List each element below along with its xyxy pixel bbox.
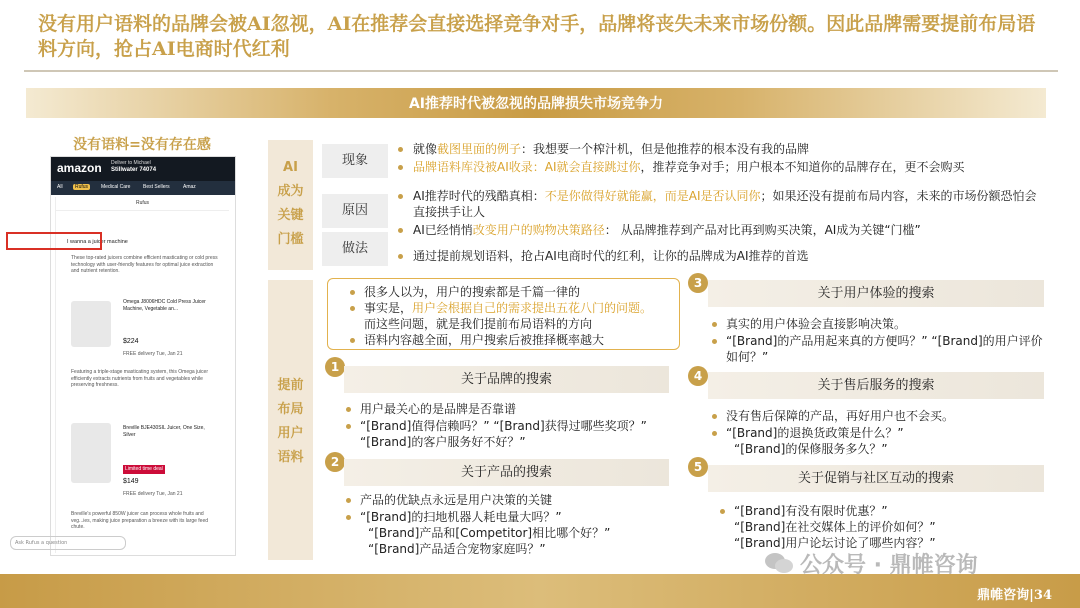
product-1-delivery: FREE delivery Tue, Jan 21 xyxy=(123,351,183,357)
screenshot-caption: 没有语料=没有存在感 xyxy=(73,137,211,153)
rufus-query: I wanna a juicer machine xyxy=(67,239,128,245)
card-1-number: 1 xyxy=(325,357,345,377)
bullet-dot xyxy=(350,306,355,311)
layout-label-3: 用户 xyxy=(277,426,304,441)
card-1-line-2: “[Brand]值得信赖吗？” “[Brand]获得过哪些奖项？” “[Brand]的客户服务好不好？” xyxy=(360,419,647,449)
page-number: 鼎帷咨询|34 xyxy=(977,588,1052,603)
product-2-name: Breville BJE430SIL Juicer, One Size, Silver xyxy=(123,425,205,438)
watermark: 公众号 · 鼎帷咨询 xyxy=(800,553,978,578)
nav-rufus: Rufus xyxy=(75,184,89,190)
ai-label-1: AI xyxy=(283,160,298,175)
card-1-title: 关于品牌的搜索 xyxy=(344,366,669,393)
card-3-number: 3 xyxy=(688,273,708,293)
bullet-dot xyxy=(398,147,403,152)
card-4-line-2: “[Brand]的退换货政策是什么？” xyxy=(726,426,904,440)
bullet-dot xyxy=(346,407,351,412)
section-banner xyxy=(26,88,1046,118)
ai-label-3: 关键 xyxy=(277,208,304,223)
row-label-reason: 原因 xyxy=(322,194,388,228)
card-2-title: 关于产品的搜索 xyxy=(344,459,669,486)
card-4-line-1: 没有售后保障的产品，再好用户也不会买。 xyxy=(726,409,955,423)
page-title: 没有用户语料的品牌会被AI忽视，AI在推荐会直接选择竞争对手，品牌将丧失未来市场份额。因此品牌需要提前布局语料方向，抢占AI电商时代红利 xyxy=(38,13,1036,60)
card-4-title: 关于售后服务的搜索 xyxy=(708,372,1044,399)
amazon-rufus-screenshot xyxy=(50,156,236,556)
rufus-title: Rufus xyxy=(56,197,229,211)
card-4-line-3: “[Brand]的保修服务多久？” xyxy=(734,442,888,456)
bullet-dot xyxy=(346,498,351,503)
card-5-line-1: “[Brand]有没有限时优惠？” xyxy=(734,504,888,518)
card-2-number: 2 xyxy=(325,452,345,472)
layout-label-4: 语料 xyxy=(277,450,304,465)
intro-point-3: 语料内容越全面，用户搜索后被推择概率越大 xyxy=(364,333,605,347)
card-3-line-1: 真实的用户体验会直接影响决策。 xyxy=(726,317,907,331)
banner-text: AI推荐时代被忽视的品牌损失市场竞争力 xyxy=(408,96,664,112)
bullet-dot xyxy=(350,338,355,343)
card-3-title: 关于用户体验的搜索 xyxy=(708,280,1044,307)
row-label-phenomenon: 现象 xyxy=(322,144,388,178)
card-2-line-3: “[Brand]产品和[Competitor]相比哪个好？” xyxy=(368,526,611,540)
bullet-dot xyxy=(712,339,717,344)
bullet-dot xyxy=(398,254,403,259)
rufus-intro: These top-rated juicers combine efficient masticating or cold press technology with user-friendly features for optimal juice extraction and nutrient retention. xyxy=(71,255,218,274)
card-1-line-1: 用户最关心的是品牌是否靠谱 xyxy=(360,402,517,416)
phenomenon-1: 就像截图里面的例子：我想要一个榨汁机，但是他推荐的根本没有我的品牌 xyxy=(413,142,810,156)
bullet-dot xyxy=(712,431,717,436)
deal-badge: Limited time deal xyxy=(125,466,163,472)
product-2-price: $149 xyxy=(123,478,139,485)
bullet-dot xyxy=(720,509,725,514)
ai-label-4: 门槛 xyxy=(277,232,304,247)
amazon-logo: amazon xyxy=(57,161,102,175)
ask-rufus-input: Ask Rufus a question xyxy=(10,536,126,550)
layout-label-1: 提前 xyxy=(277,378,304,393)
nav-medical: Medical Care xyxy=(101,184,131,190)
footer-bar xyxy=(0,574,1080,608)
product-1-price: $224 xyxy=(123,338,139,345)
phenomenon-2: 品牌语料库没被AI收录：AI就会直接跳过你，推荐竞争对手；用户根本不知道你的品牌存在，更不会购买 xyxy=(413,160,965,174)
card-5-title: 关于促销与社区互动的搜索 xyxy=(708,465,1044,492)
product-image xyxy=(71,301,111,347)
bullet-dot xyxy=(346,424,351,429)
product-1-name: Omega J8006HDC Cold Press Juicer Machine, Vegetable an... xyxy=(123,299,206,312)
card-2-line-2: “[Brand]的扫地机器人耗电量大吗？” xyxy=(360,510,562,524)
card-4-number: 4 xyxy=(688,366,708,386)
nav-amaz: Amaz xyxy=(183,184,196,190)
product-1-note: Featuring a triple-stage masticating system, this Omega juicer efficiently extracts nutrients from fruits and vegetables while preserving freshness. xyxy=(71,369,208,388)
bullet-dot xyxy=(398,165,403,170)
product-image xyxy=(71,423,111,483)
wechat-icon xyxy=(764,552,794,574)
reason-1: AI推荐时代的残酷真相：不是你做得好就能赢，而是AI是否认同你；如果还没有提前布局内容，未来的市场份额恐怕会直接拱手让人 xyxy=(413,189,1037,219)
card-5-number: 5 xyxy=(688,457,708,477)
intro-point-2: 事实是，用户会根据自己的需求提出五花八门的问题。而这些问题，就是我们提前布局语料的方向 xyxy=(364,301,653,331)
row-label-method: 做法 xyxy=(322,232,388,266)
bullet-dot xyxy=(346,515,351,520)
card-5-line-3: “[Brand]用户论坛讨论了哪些内容？” xyxy=(734,536,936,550)
ai-label-2: 成为 xyxy=(277,184,304,199)
amazon-nav xyxy=(51,181,235,195)
query-highlight-box xyxy=(6,232,102,250)
bullet-dot xyxy=(712,322,717,327)
bullet-dot xyxy=(398,228,403,233)
bullet-dot xyxy=(712,414,717,419)
product-2-note: Breville's powerful 850W juicer can process whole fruits and veg...ies, making juice preparation a breeze with its large feed chute. xyxy=(71,511,209,530)
title-divider xyxy=(24,70,1058,72)
bullet-dot xyxy=(350,290,355,295)
nav-bestsellers: Best Sellers xyxy=(143,184,170,190)
intro-point-1: 很多人以为，用户的搜索都是千篇一律的 xyxy=(364,285,581,299)
product-2-delivery: FREE delivery Tue, Jan 21 xyxy=(123,491,183,497)
layout-label-2: 布局 xyxy=(277,402,304,417)
card-3-line-2: “[Brand]的产品用起来真的方便吗？” “[Brand]的用户评价如何？” xyxy=(726,334,1043,364)
method-text: 通过提前规划语料，抢占AI电商时代的红利，让你的品牌成为AI推荐的首选 xyxy=(413,249,809,263)
bullet-dot xyxy=(398,194,403,199)
reason-2: AI已经悄悄改变用户的购物决策路径： 从品牌推荐到产品对比再到购买决策，AI成为关键“门槛” xyxy=(413,223,921,237)
amazon-header xyxy=(51,157,235,181)
deliver-to: Deliver to Michael Stillwater 74074 xyxy=(111,160,157,173)
card-2-line-1: 产品的优缺点永远是用户决策的关键 xyxy=(360,493,553,507)
card-5-line-2: “[Brand]在社交媒体上的评价如何？” xyxy=(734,520,936,534)
nav-all: All xyxy=(57,184,63,190)
card-2-line-4: “[Brand]产品适合宠物家庭吗？” xyxy=(368,542,546,556)
